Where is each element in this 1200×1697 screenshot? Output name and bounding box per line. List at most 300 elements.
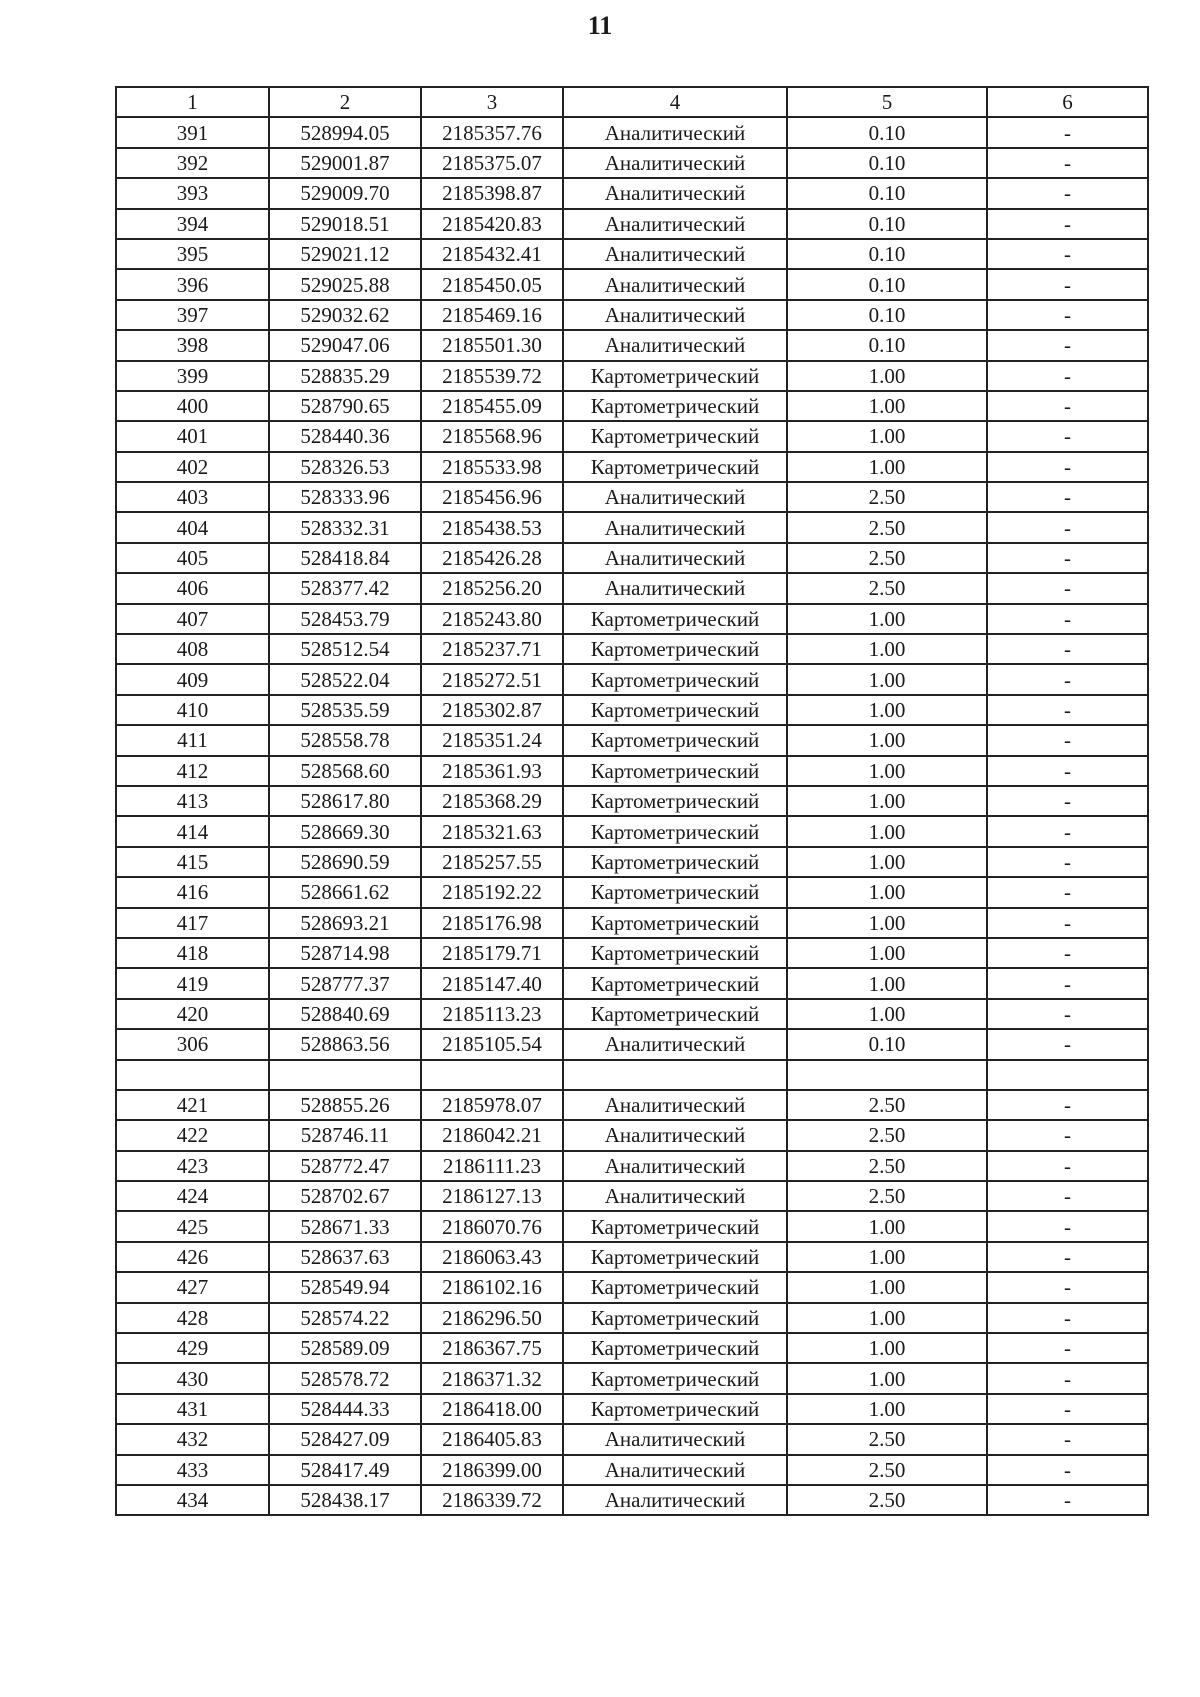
cell-method: Картометрический bbox=[563, 1363, 787, 1393]
cell-note: - bbox=[987, 999, 1148, 1029]
cell-coord-y: 2185192.22 bbox=[421, 877, 563, 907]
cell-note: - bbox=[987, 725, 1148, 755]
cell-note: - bbox=[987, 908, 1148, 938]
cell-coord-y: 2186399.00 bbox=[421, 1455, 563, 1485]
cell-accuracy: 2.50 bbox=[787, 1090, 987, 1120]
cell-method: Картометрический bbox=[563, 816, 787, 846]
cell-coord-y: 2185179.71 bbox=[421, 938, 563, 968]
cell-accuracy: 1.00 bbox=[787, 1303, 987, 1333]
cell-accuracy: 0.10 bbox=[787, 239, 987, 269]
cell-note: - bbox=[987, 543, 1148, 573]
table-row bbox=[116, 117, 1148, 147]
table-row bbox=[116, 1485, 1148, 1515]
table-row bbox=[116, 1455, 1148, 1485]
cell-method bbox=[563, 1060, 787, 1090]
cell-coord-x: 528535.59 bbox=[269, 695, 421, 725]
cell-note: - bbox=[987, 1151, 1148, 1181]
cell-point-number: 432 bbox=[116, 1424, 269, 1454]
cell-coord-y: 2185450.05 bbox=[421, 269, 563, 299]
cell-accuracy: 1.00 bbox=[787, 786, 987, 816]
cell-coord-x: 528332.31 bbox=[269, 512, 421, 542]
cell-accuracy bbox=[787, 1060, 987, 1090]
cell-method: Аналитический bbox=[563, 1120, 787, 1150]
cell-accuracy: 2.50 bbox=[787, 1485, 987, 1515]
cell-point-number: 416 bbox=[116, 877, 269, 907]
cell-point-number: 427 bbox=[116, 1272, 269, 1302]
cell-note: - bbox=[987, 938, 1148, 968]
cell-accuracy: 1.00 bbox=[787, 968, 987, 998]
table-row bbox=[116, 1303, 1148, 1333]
cell-note: - bbox=[987, 330, 1148, 360]
cell-coord-y: 2185533.98 bbox=[421, 452, 563, 482]
cell-coord-x: 528427.09 bbox=[269, 1424, 421, 1454]
cell-note: - bbox=[987, 452, 1148, 482]
cell-method: Аналитический bbox=[563, 1455, 787, 1485]
cell-note: - bbox=[987, 117, 1148, 147]
cell-note: - bbox=[987, 756, 1148, 786]
cell-method: Аналитический bbox=[563, 482, 787, 512]
cell-coord-y: 2185256.20 bbox=[421, 573, 563, 603]
cell-method: Аналитический bbox=[563, 239, 787, 269]
cell-coord-y: 2186111.23 bbox=[421, 1151, 563, 1181]
cell-accuracy: 0.10 bbox=[787, 1029, 987, 1059]
cell-coord-x: 528693.21 bbox=[269, 908, 421, 938]
cell-coord-x: 528418.84 bbox=[269, 543, 421, 573]
cell-method: Картометрический bbox=[563, 968, 787, 998]
table-row bbox=[116, 786, 1148, 816]
cell-method: Аналитический bbox=[563, 1151, 787, 1181]
cell-accuracy: 1.00 bbox=[787, 1394, 987, 1424]
cell-note: - bbox=[987, 148, 1148, 178]
cell-accuracy: 2.50 bbox=[787, 482, 987, 512]
cell-coord-x: 528840.69 bbox=[269, 999, 421, 1029]
cell-coord-x: 528333.96 bbox=[269, 482, 421, 512]
cell-coord-y: 2185113.23 bbox=[421, 999, 563, 1029]
cell-method: Картометрический bbox=[563, 1272, 787, 1302]
cell-accuracy: 0.10 bbox=[787, 178, 987, 208]
cell-coord-x: 528772.47 bbox=[269, 1151, 421, 1181]
cell-coord-x: 528863.56 bbox=[269, 1029, 421, 1059]
cell-accuracy: 2.50 bbox=[787, 1181, 987, 1211]
cell-coord-x: 528326.53 bbox=[269, 452, 421, 482]
table-row bbox=[116, 452, 1148, 482]
cell-coord-y: 2185978.07 bbox=[421, 1090, 563, 1120]
cell-method: Картометрический bbox=[563, 695, 787, 725]
cell-note: - bbox=[987, 1029, 1148, 1059]
cell-coord-y: 2185105.54 bbox=[421, 1029, 563, 1059]
cell-accuracy: 1.00 bbox=[787, 664, 987, 694]
cell-coord-x: 529021.12 bbox=[269, 239, 421, 269]
cell-method: Аналитический bbox=[563, 512, 787, 542]
cell-point-number: 413 bbox=[116, 786, 269, 816]
cell-note: - bbox=[987, 816, 1148, 846]
cell-method: Картометрический bbox=[563, 786, 787, 816]
cell-method: Аналитический bbox=[563, 209, 787, 239]
table-row bbox=[116, 1424, 1148, 1454]
header-cell-col-3: 3 bbox=[421, 87, 563, 117]
cell-coord-x: 528855.26 bbox=[269, 1090, 421, 1120]
table-row bbox=[116, 300, 1148, 330]
cell-coord-x: 528512.54 bbox=[269, 634, 421, 664]
table-row bbox=[116, 1181, 1148, 1211]
cell-coord-x: 528994.05 bbox=[269, 117, 421, 147]
cell-accuracy: 2.50 bbox=[787, 512, 987, 542]
table-row bbox=[116, 1363, 1148, 1393]
cell-point-number: 418 bbox=[116, 938, 269, 968]
cell-coord-x: 528669.30 bbox=[269, 816, 421, 846]
cell-coord-x: 528568.60 bbox=[269, 756, 421, 786]
cell-coord-x: 528444.33 bbox=[269, 1394, 421, 1424]
cell-method: Аналитический bbox=[563, 330, 787, 360]
cell-coord-x: 528589.09 bbox=[269, 1333, 421, 1363]
cell-note: - bbox=[987, 573, 1148, 603]
table-row bbox=[116, 968, 1148, 998]
cell-point-number bbox=[116, 1060, 269, 1090]
header-cell-col-6: 6 bbox=[987, 87, 1148, 117]
cell-accuracy: 0.10 bbox=[787, 148, 987, 178]
cell-coord-x bbox=[269, 1060, 421, 1090]
cell-point-number: 401 bbox=[116, 421, 269, 451]
cell-coord-x: 528549.94 bbox=[269, 1272, 421, 1302]
table-row bbox=[116, 695, 1148, 725]
cell-note: - bbox=[987, 1394, 1148, 1424]
cell-coord-x: 528578.72 bbox=[269, 1363, 421, 1393]
cell-method: Картометрический bbox=[563, 877, 787, 907]
cell-coord-x: 528777.37 bbox=[269, 968, 421, 998]
cell-accuracy: 0.10 bbox=[787, 209, 987, 239]
cell-point-number: 430 bbox=[116, 1363, 269, 1393]
table-row bbox=[116, 543, 1148, 573]
header-cell-col-1: 1 bbox=[116, 87, 269, 117]
cell-method: Аналитический bbox=[563, 300, 787, 330]
cell-coord-x: 529018.51 bbox=[269, 209, 421, 239]
table-row bbox=[116, 1151, 1148, 1181]
cell-coord-x: 528617.80 bbox=[269, 786, 421, 816]
cell-note: - bbox=[987, 239, 1148, 269]
cell-method: Аналитический bbox=[563, 1424, 787, 1454]
cell-point-number: 407 bbox=[116, 604, 269, 634]
table-row bbox=[116, 1120, 1148, 1150]
cell-coord-x: 528377.42 bbox=[269, 573, 421, 603]
cell-method: Картометрический bbox=[563, 452, 787, 482]
cell-coord-y: 2186367.75 bbox=[421, 1333, 563, 1363]
header-row bbox=[116, 87, 1148, 117]
cell-point-number: 405 bbox=[116, 543, 269, 573]
table-row bbox=[116, 1272, 1148, 1302]
cell-coord-y: 2185368.29 bbox=[421, 786, 563, 816]
cell-point-number: 408 bbox=[116, 634, 269, 664]
cell-coord-x: 528438.17 bbox=[269, 1485, 421, 1515]
cell-coord-y: 2186042.21 bbox=[421, 1120, 563, 1150]
cell-accuracy: 0.10 bbox=[787, 269, 987, 299]
table-row bbox=[116, 361, 1148, 391]
cell-method: Картометрический bbox=[563, 604, 787, 634]
cell-point-number: 392 bbox=[116, 148, 269, 178]
cell-accuracy: 1.00 bbox=[787, 938, 987, 968]
table-row bbox=[116, 269, 1148, 299]
cell-accuracy: 1.00 bbox=[787, 847, 987, 877]
table-row bbox=[116, 999, 1148, 1029]
cell-method: Картометрический bbox=[563, 725, 787, 755]
coordinates-table bbox=[115, 86, 1149, 1516]
table-row bbox=[116, 725, 1148, 755]
cell-method: Аналитический bbox=[563, 1485, 787, 1515]
cell-point-number: 306 bbox=[116, 1029, 269, 1059]
cell-accuracy: 1.00 bbox=[787, 999, 987, 1029]
cell-note: - bbox=[987, 421, 1148, 451]
cell-coord-y: 2185501.30 bbox=[421, 330, 563, 360]
cell-note: - bbox=[987, 664, 1148, 694]
table-row bbox=[116, 482, 1148, 512]
cell-method: Картометрический bbox=[563, 847, 787, 877]
cell-point-number: 400 bbox=[116, 391, 269, 421]
cell-note: - bbox=[987, 1211, 1148, 1241]
table-row bbox=[116, 1333, 1148, 1363]
cell-point-number: 411 bbox=[116, 725, 269, 755]
cell-coord-x: 528558.78 bbox=[269, 725, 421, 755]
cell-accuracy: 1.00 bbox=[787, 877, 987, 907]
cell-note: - bbox=[987, 361, 1148, 391]
cell-point-number: 399 bbox=[116, 361, 269, 391]
cell-accuracy: 1.00 bbox=[787, 1272, 987, 1302]
table-row bbox=[116, 756, 1148, 786]
cell-point-number: 414 bbox=[116, 816, 269, 846]
cell-coord-y: 2185176.98 bbox=[421, 908, 563, 938]
cell-coord-x: 528522.04 bbox=[269, 664, 421, 694]
cell-note: - bbox=[987, 847, 1148, 877]
cell-point-number: 406 bbox=[116, 573, 269, 603]
cell-accuracy: 1.00 bbox=[787, 1333, 987, 1363]
table-row bbox=[116, 634, 1148, 664]
cell-coord-y: 2185357.76 bbox=[421, 117, 563, 147]
cell-method: Картометрический bbox=[563, 391, 787, 421]
table-row bbox=[116, 330, 1148, 360]
cell-method: Аналитический bbox=[563, 178, 787, 208]
header-cell-col-2: 2 bbox=[269, 87, 421, 117]
cell-note: - bbox=[987, 1333, 1148, 1363]
table-row bbox=[116, 877, 1148, 907]
cell-note: - bbox=[987, 1272, 1148, 1302]
cell-coord-y: 2185568.96 bbox=[421, 421, 563, 451]
cell-coord-y: 2186371.32 bbox=[421, 1363, 563, 1393]
page-number: 11 bbox=[587, 11, 613, 40]
cell-note: - bbox=[987, 1120, 1148, 1150]
cell-coord-y: 2185438.53 bbox=[421, 512, 563, 542]
table-row bbox=[116, 1090, 1148, 1120]
cell-note: - bbox=[987, 1485, 1148, 1515]
cell-coord-y: 2185321.63 bbox=[421, 816, 563, 846]
cell-point-number: 409 bbox=[116, 664, 269, 694]
cell-accuracy: 1.00 bbox=[787, 756, 987, 786]
cell-coord-y bbox=[421, 1060, 563, 1090]
cell-coord-x: 529032.62 bbox=[269, 300, 421, 330]
cell-note: - bbox=[987, 178, 1148, 208]
cell-point-number: 434 bbox=[116, 1485, 269, 1515]
cell-coord-y: 2185469.16 bbox=[421, 300, 563, 330]
cell-accuracy: 0.10 bbox=[787, 300, 987, 330]
cell-method: Аналитический bbox=[563, 269, 787, 299]
cell-point-number: 426 bbox=[116, 1242, 269, 1272]
cell-accuracy: 2.50 bbox=[787, 1120, 987, 1150]
cell-method: Аналитический bbox=[563, 573, 787, 603]
cell-point-number: 403 bbox=[116, 482, 269, 512]
cell-note: - bbox=[987, 482, 1148, 512]
cell-point-number: 421 bbox=[116, 1090, 269, 1120]
cell-method: Аналитический bbox=[563, 1181, 787, 1211]
cell-method: Картометрический bbox=[563, 756, 787, 786]
cell-method: Аналитический bbox=[563, 1029, 787, 1059]
table-row bbox=[116, 391, 1148, 421]
cell-accuracy: 2.50 bbox=[787, 573, 987, 603]
cell-note: - bbox=[987, 512, 1148, 542]
cell-point-number: 397 bbox=[116, 300, 269, 330]
cell-coord-y: 2185456.96 bbox=[421, 482, 563, 512]
cell-method: Картометрический bbox=[563, 664, 787, 694]
cell-coord-y: 2185302.87 bbox=[421, 695, 563, 725]
cell-point-number: 398 bbox=[116, 330, 269, 360]
cell-point-number: 412 bbox=[116, 756, 269, 786]
table-row bbox=[116, 1211, 1148, 1241]
cell-method: Картометрический bbox=[563, 1333, 787, 1363]
table-body bbox=[116, 117, 1148, 1515]
cell-note: - bbox=[987, 634, 1148, 664]
cell-coord-x: 529009.70 bbox=[269, 178, 421, 208]
table-row bbox=[116, 573, 1148, 603]
cell-point-number: 404 bbox=[116, 512, 269, 542]
cell-coord-y: 2185272.51 bbox=[421, 664, 563, 694]
cell-note: - bbox=[987, 1181, 1148, 1211]
cell-point-number: 433 bbox=[116, 1455, 269, 1485]
cell-accuracy: 1.00 bbox=[787, 1211, 987, 1241]
table-row bbox=[116, 908, 1148, 938]
cell-note: - bbox=[987, 1242, 1148, 1272]
cell-accuracy: 1.00 bbox=[787, 1363, 987, 1393]
cell-point-number: 419 bbox=[116, 968, 269, 998]
cell-coord-x: 528790.65 bbox=[269, 391, 421, 421]
table-row bbox=[116, 239, 1148, 269]
cell-method: Картометрический bbox=[563, 999, 787, 1029]
table-row bbox=[116, 1060, 1148, 1090]
cell-note: - bbox=[987, 300, 1148, 330]
cell-note: - bbox=[987, 604, 1148, 634]
cell-accuracy: 1.00 bbox=[787, 725, 987, 755]
cell-coord-x: 529025.88 bbox=[269, 269, 421, 299]
cell-coord-x: 528440.36 bbox=[269, 421, 421, 451]
table-row bbox=[116, 604, 1148, 634]
cell-coord-y: 2186405.83 bbox=[421, 1424, 563, 1454]
cell-coord-x: 528714.98 bbox=[269, 938, 421, 968]
cell-method: Картометрический bbox=[563, 634, 787, 664]
cell-coord-x: 529001.87 bbox=[269, 148, 421, 178]
cell-coord-y: 2186339.72 bbox=[421, 1485, 563, 1515]
cell-coord-x: 528417.49 bbox=[269, 1455, 421, 1485]
cell-coord-y: 2185398.87 bbox=[421, 178, 563, 208]
cell-note: - bbox=[987, 1090, 1148, 1120]
cell-coord-x: 528453.79 bbox=[269, 604, 421, 634]
table-row bbox=[116, 148, 1148, 178]
cell-point-number: 415 bbox=[116, 847, 269, 877]
cell-point-number: 428 bbox=[116, 1303, 269, 1333]
cell-coord-x: 528637.63 bbox=[269, 1242, 421, 1272]
cell-accuracy: 2.50 bbox=[787, 543, 987, 573]
cell-coord-x: 528671.33 bbox=[269, 1211, 421, 1241]
header-cell-col-4: 4 bbox=[563, 87, 787, 117]
cell-accuracy: 1.00 bbox=[787, 361, 987, 391]
cell-note: - bbox=[987, 968, 1148, 998]
header-cell-col-5: 5 bbox=[787, 87, 987, 117]
table-row bbox=[116, 938, 1148, 968]
cell-coord-y: 2186418.00 bbox=[421, 1394, 563, 1424]
cell-point-number: 395 bbox=[116, 239, 269, 269]
cell-method: Аналитический bbox=[563, 117, 787, 147]
cell-accuracy: 1.00 bbox=[787, 391, 987, 421]
table-row bbox=[116, 421, 1148, 451]
cell-accuracy: 1.00 bbox=[787, 421, 987, 451]
cell-point-number: 420 bbox=[116, 999, 269, 1029]
table-row bbox=[116, 209, 1148, 239]
table-row bbox=[116, 1029, 1148, 1059]
cell-accuracy: 1.00 bbox=[787, 452, 987, 482]
cell-point-number: 410 bbox=[116, 695, 269, 725]
cell-note: - bbox=[987, 1363, 1148, 1393]
cell-note bbox=[987, 1060, 1148, 1090]
cell-accuracy: 1.00 bbox=[787, 695, 987, 725]
cell-note: - bbox=[987, 1303, 1148, 1333]
table-row bbox=[116, 1242, 1148, 1272]
cell-coord-y: 2185237.71 bbox=[421, 634, 563, 664]
cell-coord-y: 2186296.50 bbox=[421, 1303, 563, 1333]
cell-accuracy: 2.50 bbox=[787, 1455, 987, 1485]
cell-coord-x: 528702.67 bbox=[269, 1181, 421, 1211]
cell-method: Аналитический bbox=[563, 543, 787, 573]
cell-point-number: 402 bbox=[116, 452, 269, 482]
cell-point-number: 394 bbox=[116, 209, 269, 239]
cell-accuracy: 0.10 bbox=[787, 117, 987, 147]
cell-point-number: 431 bbox=[116, 1394, 269, 1424]
cell-accuracy: 0.10 bbox=[787, 330, 987, 360]
cell-coord-x: 529047.06 bbox=[269, 330, 421, 360]
cell-accuracy: 1.00 bbox=[787, 634, 987, 664]
cell-point-number: 396 bbox=[116, 269, 269, 299]
cell-coord-y: 2185375.07 bbox=[421, 148, 563, 178]
cell-note: - bbox=[987, 209, 1148, 239]
cell-method: Картометрический bbox=[563, 1211, 787, 1241]
cell-coord-y: 2185426.28 bbox=[421, 543, 563, 573]
cell-coord-x: 528661.62 bbox=[269, 877, 421, 907]
cell-coord-x: 528574.22 bbox=[269, 1303, 421, 1333]
cell-accuracy: 1.00 bbox=[787, 1242, 987, 1272]
cell-coord-y: 2185539.72 bbox=[421, 361, 563, 391]
cell-coord-y: 2185243.80 bbox=[421, 604, 563, 634]
cell-method: Картометрический bbox=[563, 421, 787, 451]
cell-note: - bbox=[987, 786, 1148, 816]
cell-coord-y: 2185361.93 bbox=[421, 756, 563, 786]
cell-method: Картометрический bbox=[563, 908, 787, 938]
cell-coord-y: 2185420.83 bbox=[421, 209, 563, 239]
cell-coord-y: 2186070.76 bbox=[421, 1211, 563, 1241]
cell-coord-x: 528690.59 bbox=[269, 847, 421, 877]
cell-coord-y: 2185432.41 bbox=[421, 239, 563, 269]
cell-method: Картометрический bbox=[563, 1303, 787, 1333]
cell-coord-y: 2186102.16 bbox=[421, 1272, 563, 1302]
cell-method: Аналитический bbox=[563, 1090, 787, 1120]
cell-note: - bbox=[987, 391, 1148, 421]
cell-note: - bbox=[987, 877, 1148, 907]
cell-accuracy: 1.00 bbox=[787, 908, 987, 938]
table-row bbox=[116, 512, 1148, 542]
cell-coord-y: 2185351.24 bbox=[421, 725, 563, 755]
cell-point-number: 423 bbox=[116, 1151, 269, 1181]
